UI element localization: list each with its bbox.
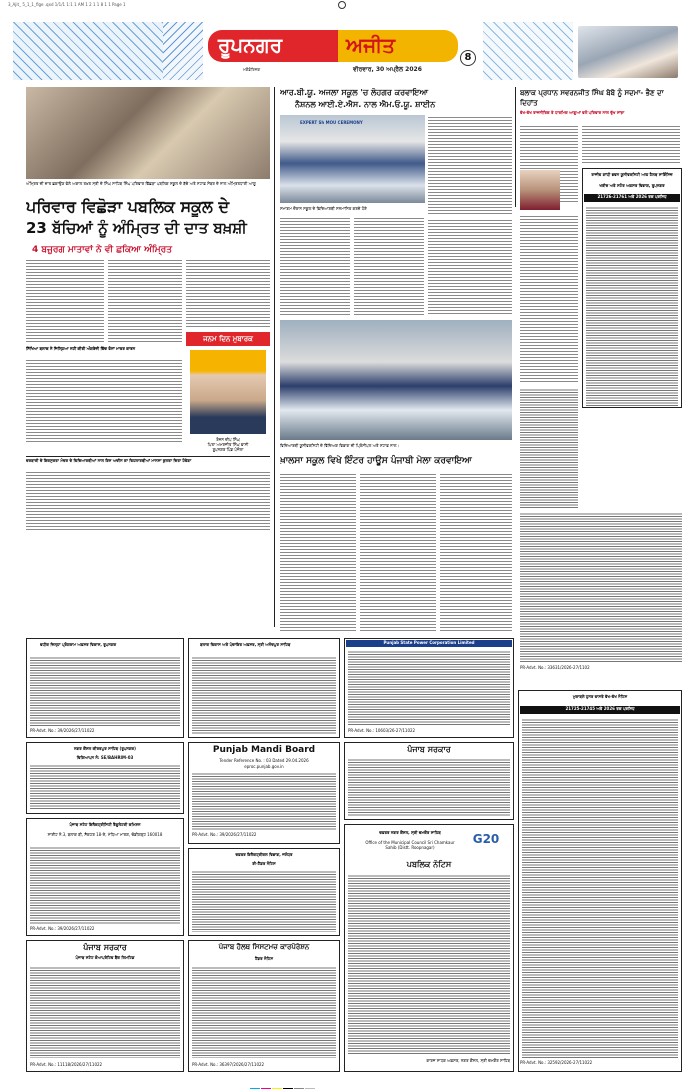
story2-banner: EXPERT Sh MOU CEREMONY	[300, 120, 363, 125]
story3-portrait	[520, 170, 560, 210]
council-signoff: ਕਾਰਜ ਸਾਧਕ ਅਫ਼ਸਰ, ਨਗਰ ਕੌਂਸਲ, ਸ੍ਰੀ ਚਮਕੌਰ ਸਾਹਿਬ	[426, 1058, 510, 1063]
mandi-body	[192, 772, 336, 830]
ad8-subtitle: ਟੈਂਡਰ ਨੋਟਿਸ	[254, 956, 274, 961]
ad7-subtitle: ਪੰਜਾਬ ਸਟੇਟ ਕੋਆਪਰੇਟਿਵ ਬੈਂਕ ਲਿਮਟਿਡ	[75, 955, 135, 960]
birthday-caption-1: ਰੋਜ਼ਨ ਦੀਪ ਸਿੰਘ	[216, 437, 240, 442]
notice-right-table	[586, 206, 678, 406]
mandi-footer: PR-Advt. No.: 39/2026/27/11022	[192, 832, 257, 837]
story2-body-col2	[354, 216, 424, 316]
notice-right-lower	[520, 512, 682, 662]
g20-logo: G20	[472, 832, 500, 846]
story4-body-col2	[360, 472, 436, 632]
ad5-title: ਪੰਜਾਬ ਸਟੇਟ ਇਲੈਕਟ੍ਰੀਸਿਟੀ ਰੈਗੂਲੇਟਰੀ ਕਮਿਸ਼ਨ	[69, 822, 141, 827]
ad4-body	[30, 764, 180, 810]
story3-body-col3	[520, 214, 578, 384]
ad1-footer: PR-Advt. No.: 39/2026/27/11022	[30, 728, 95, 733]
pattern-right	[483, 22, 573, 80]
story2-photo	[280, 115, 425, 203]
ad4-subtitle: ਵਿਗਿਆਪਨ ਨੰ: SE/BAHRIM-03	[76, 755, 134, 760]
notice-right-col-left	[520, 388, 578, 508]
story1-body-col1	[26, 258, 104, 342]
ad8-title: ਪੰਜਾਬ ਹੈਲਥ ਸਿਸਟਮਜ਼ ਕਾਰਪੋਰੇਸ਼ਨ	[218, 943, 310, 951]
notice-right-footer: PR-Advt. No.: 33631/2026-27/1102	[520, 665, 590, 670]
mandi-title: Punjab Mandi Board	[212, 745, 316, 755]
birthday-label: ਜਨਮ ਦਿਨ ਮੁਬਾਰਕ	[186, 332, 270, 346]
story1-body-col3	[186, 258, 270, 328]
story2-group-caption: ਵਿਦਿਆਰਥੀ ਯੂਨੀਵਰਸਿਟੀ ਦੇ ਵਿੱਦਿਅਕ ਵਿਭਾਗ ਦੀ ਪ੍ਰਿੰਸੀਪਲ ਅਤੇ ਸਟਾਫ਼ ਨਾਲ।	[280, 443, 400, 448]
notice-right-number-band: 21726-21761 ਅਤੇ 2026 ਤਕ ਪਰਸਿਧ	[584, 194, 680, 202]
story1-photo	[26, 87, 270, 179]
council-english: Office of the Municipal Council Sri Chamkaur Sahib (Distt. Roopnagar)	[365, 840, 455, 850]
story2-group-photo	[280, 320, 512, 440]
ad6-body	[192, 870, 336, 932]
mandi-tender: Tender Reference No. : 03 Dated 29.04.2026	[219, 758, 309, 763]
story1-bottom-head: ਦਰਬਾਰੀ ਦੇ ਇਕਸੁਰਤਾ ਮੰਦਰ ਦੇ ਵਿਦਿਆਰਥੀਆਂ ਨਾਲ ਇਸ ਅਦੀਨ ਕਾ ਵਿਹਲਾਰਥੀਆਂ ਮਾਨਸਾ ਕੁਲਤਾ ਦਿਤਾ ਹੋਵੇਗਾ	[26, 458, 192, 463]
notice-right2-number-band: 21725-21745 ਅਤੇ 2026 ਤਕ ਪਰਸਿਧ	[520, 706, 680, 714]
ad5-footer: PR-Advt. No.: 39/2026/27/11022	[30, 926, 95, 931]
masthead-fort-image	[578, 26, 678, 78]
council-body	[348, 874, 510, 1054]
pattern-left-2	[163, 22, 203, 80]
ad7-footer: PR-Advt. No.: 11118/2026/27/11022	[30, 1062, 103, 1067]
story1-body-col2	[108, 258, 182, 342]
story2-headline-2: ਨੈਸ਼ਨਲ ਆਈ.ਏ.ਐਸ. ਨਾਲ ਐਮ.ਓ.ਯੂ. ਸ਼ਾਈਨ	[295, 100, 436, 109]
masthead	[13, 22, 678, 82]
govt-body	[348, 758, 510, 816]
ad1-body	[30, 656, 180, 726]
ad2-body	[192, 656, 336, 734]
story2-photo-caption: ਸਮਾਗਮ ਦੌਰਾਨ ਸਕੂਲ ਦੇ ਵਿਦਿਆਰਥੀ ਸਨਮਾਨਿਤ ਕਰਦੇ ਹੋਏ	[280, 206, 367, 211]
ad3-title: Punjab State Power Corporation Limited	[346, 640, 512, 647]
birthday-caption-2: ਪਿਤਾ ਅਮਰਜੀਤ ਸਿੰਘ ਵਾਸੀ	[207, 442, 249, 447]
color-registration-bar	[250, 1078, 450, 1084]
story2-body-col3	[428, 218, 512, 316]
govt-title: ਪੰਜਾਬ ਸਰਕਾਰ	[407, 745, 451, 754]
ad4-title: ਨਗਰ ਕੌਂਸਲ ਕੀਰਤਪੁਰ ਸਾਹਿਬ (ਰੂਪਨਗਰ)	[74, 746, 136, 751]
notice-right-title-2: ਖਰੀਦ ਅਤੇ ਸਟੋਰ ਅਫ਼ਸਰ ਵਿਭਾਗ, ਰੂਪਨਗਰ	[599, 183, 665, 188]
story1-bottom-body	[26, 470, 270, 532]
birthday-photo	[190, 350, 266, 434]
ad8-body	[192, 966, 336, 1058]
divider	[26, 456, 270, 457]
mandi-url: eproc.punjab.gov.in	[244, 764, 284, 769]
story1-headline-2: 23 ਬੱਚਿਆਂ ਨੂੰ ਅੰਮ੍ਰਿਤ ਦੀ ਦਾਤ ਬਖ਼ਸ਼ੀ	[26, 219, 247, 237]
story2-sidecol	[428, 115, 512, 215]
ad6-title: ਦਫ਼ਤਰ ਇਲੈਕਟ੍ਰੀਕਲ ਵਿਭਾਗ, ਜਲੰਧਰ	[235, 852, 293, 857]
ad8-footer: PR-Advt. No.: 36397/2026/27/11022	[192, 1062, 265, 1067]
ad1-title: ਵਧੀਕ ਜ਼ਿਲ੍ਹਾ ਪ੍ਰੋਗਰਾਮ ਅਫ਼ਸਰ ਵਿਕਾਸ, ਰੂਪਨਗਰ	[40, 642, 117, 647]
masthead-subtitle: ਮਕੌਡੋਰਿਜ਼ਕ	[243, 67, 261, 72]
divider-v	[274, 87, 275, 627]
story2-body-col1	[280, 216, 350, 316]
birthday-caption-3: ਰੂਪਨਗਰ ਪਿੰਡ ਪੰਜੋਲਾ	[212, 447, 244, 452]
story1-caption: ਅੰਮ੍ਰਿਤ ਦੀ ਦਾਤ ਛਕਾਉਣ ਵੇਲੇ ਅਕਾਲ ਤਖ਼ਤ ਸ੍ਰੀ ਦੇ ਸਿੰਘ ਸਾਹਿਬ ਸਿੰਘ ਪਰਿਵਾਰ ਵਿੱਛੜਾ ਪਬਲਿਕ ਸਕੂਲ ਦੇ ਬੱਚੇ ਅਤੇ ਸਟਾਫ਼ ਮੈਂਬਰ ਦੇ ਨਾਲ ਅੰਮ੍ਰਿਤਧਾਰੀ ਆਗੂ	[26, 181, 256, 186]
notice-right2-title: ਮੁਕਾਬਲੇ ਹੁਨਰ ਵਾਸਤੇ ਵੱਖ-ਵੱਖ ਨੋਟਿਸ	[572, 694, 628, 699]
story1-body-col4	[26, 358, 182, 444]
story4-headline: ਖ਼ਾਲਸਾ ਸਕੂਲ ਵਿਖੇ ਇੰਟਰ ਹਾਊਸ ਪੰਜਾਬੀ ਮੇਲਾ ਕਰਵਾਇਆ	[280, 456, 472, 466]
story1-inline-head: ਸਿੱਖਿਆ ਬਲਾਕ ਨੇ ਜਿਲ੍ਹਿਆ ਨਹੀਂ ਕੀਤੀ ਅੰਗਰੇਜ਼ੀ ਵਿੱਚ ਫੋਨਾਂ ਮਾਤਰ ਕਾਰਨ	[26, 346, 136, 351]
edition-date: ਵੀਰਵਾਰ, 30 ਅਪ੍ਰੈਲ 2026	[353, 66, 422, 73]
pattern-left	[13, 22, 163, 80]
print-slug: 3_Ajit_ 5_1_1_flge .qxd 1/1/1 1:1 1 AM 1 2 1 1 8 1 1 Page 1	[8, 2, 126, 7]
ad5-address: ਸਾਈਟ ਨੰ.3, ਬਲਾਕ ਬੀ, ਸੈਕਟਰ 18-ਏ, ਮੱਧਿਆ ਮਾਰਗ, ਚੰਡੀਗੜ੍ਹ 160018	[47, 832, 163, 837]
ad5-body	[30, 846, 180, 924]
story1-headline-1: ਪਰਿਵਾਰ ਵਿਛੋੜਾ ਪਬਲਿਕ ਸਕੂਲ ਦੇ	[26, 197, 230, 216]
story3-body-col2	[582, 124, 680, 164]
story4-body-col1	[280, 472, 356, 632]
ad7-title: ਪੰਜਾਬ ਸਰਕਾਰ	[83, 943, 127, 952]
ad7-body	[30, 966, 180, 1058]
story3-headline: ਬਲਾਕ ਪ੍ਰਧਾਨ ਸਵਰਨਜੀਤ ਸਿੰਘ ਬੇਬੋ ਨੂੰ ਸਦਮਾ- ਭੈਣ ਦਾ ਦਿਹਾਂਤ	[520, 89, 664, 107]
notice-right2-footer: PR-Advt. No.: 32592/2026-27/11022	[520, 1060, 593, 1065]
title-left: ਰੂਪਨਗਰ	[218, 33, 283, 57]
ad2-title: ਬਲਾਕ ਵਿਕਾਸ ਅਤੇ ਪੰਚਾਇਤ ਅਫ਼ਸਰ, ਸ੍ਰੀ ਅਨੰਦਪੁਰ ਸਾਹਿਬ	[200, 642, 291, 647]
public-notice: ਪਬਲਿਕ ਨੋਟਿਸ	[406, 860, 452, 869]
title-right: ਅਜੀਤ	[346, 33, 396, 57]
notice-right2-body	[522, 718, 678, 1058]
divider-v2	[515, 87, 516, 207]
ad3-footer: PR-Advt. No.: 10603/26-27/11022	[348, 728, 416, 733]
registration-mark	[338, 1, 346, 9]
ad3-body	[348, 650, 510, 726]
story3-subhead: ਵੱਖ-ਵੱਖ ਰਾਜਨੀਤਿਕ ਤੇ ਧਾਰਮਿਕ ਆਗੂਆਂ ਵਲੋਂ ਪਰਿਵਾਰ ਨਾਲ ਦੁੱਖ ਸਾਂਝਾ	[520, 110, 625, 115]
story4-body-col3	[440, 472, 512, 632]
ad6-subtitle: ਈ-ਟੈਂਡਰ ਨੋਟਿਸ	[252, 861, 276, 866]
story2-headline-1: ਆਰ.ਬੀ.ਯੂ. ਅਜਲਾ ਸਕੂਲ 'ਚ ਲੋਹਗਰ ਕਰਵਾਇਆ	[280, 88, 429, 97]
notice-right-title-1: ਰਾਜੀਵ ਗਾਂਧੀ ਭਵਨ ਯੂਨੀਵਰਸਿਟੀ ਆਫ਼ ਹੈਲਥ ਸਾਇੰਸਿਜ਼	[591, 172, 673, 177]
story1-subhead: 4 ਬਜ਼ੁਰਗ ਮਾਤਾਵਾਂ ਨੇ ਵੀ ਛਕਿਆ ਅੰਮ੍ਰਿਤ	[32, 245, 173, 255]
page-number: 8	[460, 50, 476, 66]
council-title: ਦਫ਼ਤਰ ਨਗਰ ਕੌਂਸਲ, ਸ੍ਰੀ ਚਮਕੌਰ ਸਾਹਿਬ	[379, 830, 441, 835]
